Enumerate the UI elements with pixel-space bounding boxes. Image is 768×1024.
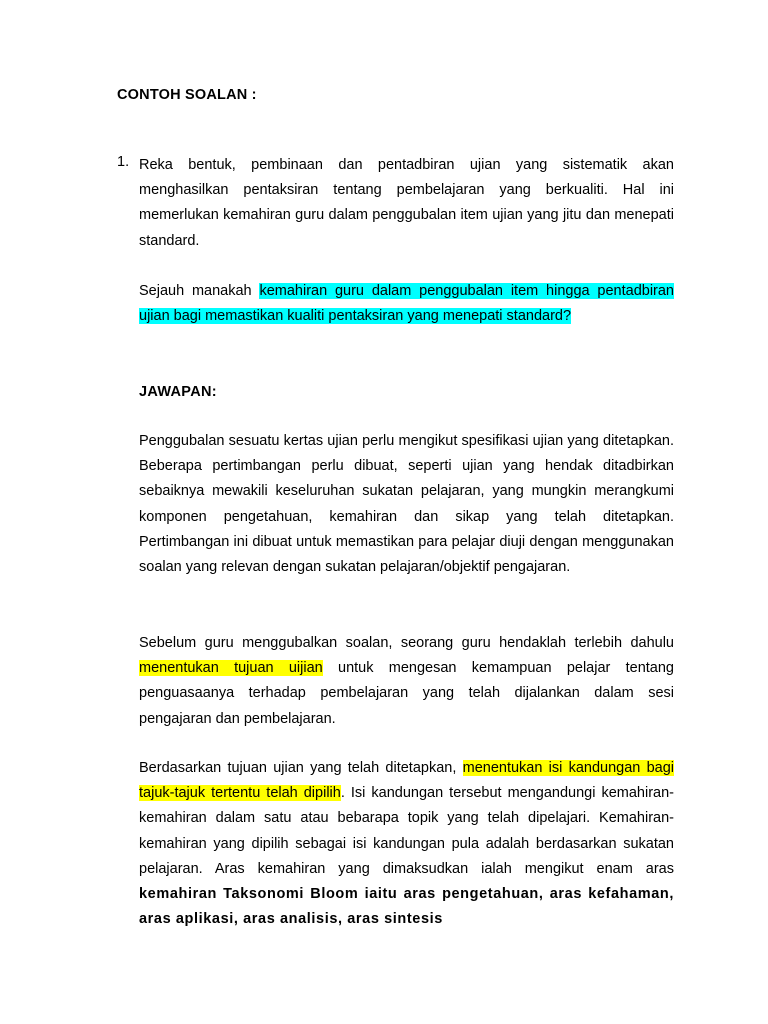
question-text: Reka bentuk, pembinaan dan pentadbiran ujian yang sistematik akan menghasilkan pentaksiran tentang pembelajaran yang berkualiti. Hal ini memerlukan kemahiran guru dalam penggubalan item ujian yang jitu dan menepati standard. (139, 157, 674, 249)
paragraph-3-text-b: . Isi kandungan tersebut mengandungi kemahiran-kemahiran dalam satu atau bebarapa topik yang telah dipelajari. Kemahiran-kemahiran yang dipilih sebagai isi kandungan pula adalah berdasarkan sukatan pelajaran. Aras kemahiran yang dimaksudkan ialah mengikut enam aras (139, 785, 674, 877)
answer-paragraph-2 (139, 631, 674, 732)
paragraph-3-text-a: Berdasarkan tujuan ujian yang telah ditetapkan, (139, 760, 463, 776)
question-number: 1. (117, 154, 130, 170)
question-prompt-highlight: kemahiran guru dalam penggubalan item hingga pentadbiran ujian bagi memastikan kualiti pentaksiran yang menepati standard? (139, 283, 674, 325)
paragraph-3-bold: kemahiran Taksonomi Bloom iaitu aras pengetahuan, aras kefahaman, aras aplikasi, aras analisis, aras sintesis (139, 886, 674, 928)
paragraph-2-text-a: Sebelum guru menggubalkan soalan, seorang guru hendaklah terlebih dahulu (139, 635, 674, 651)
answer-paragraph-3 (139, 756, 674, 932)
answer-paragraph-1: Penggubalan sesuatu kertas ujian perlu mengikut spesifikasi ujian yang ditetapkan. Beberapa pertimbangan perlu dibuat, seperti ujian yang hendak ditadbirkan sebaiknya mewakili keseluruhan sukatan pelajaran, yang mungkin merangkumi komponen pengetahuan, kemahiran dan sikap yang telah ditetapkan. Pertimbangan ini dibuat untuk memastikan para pelajar diuji dengan menggunakan soalan yang relevan dengan sukatan pelajaran/objektif pengajaran. (139, 433, 674, 576)
answer-label: JAWAPAN: (139, 384, 217, 400)
question-prompt-plain: Sejauh manakah (139, 283, 260, 299)
paragraph-3-highlight: menentukan isi kandungan bagi tajuk-tajuk tertentu telah dipilih (139, 760, 674, 802)
paragraph-2-highlight: menentukan tujuan uijian (139, 660, 323, 677)
paragraph-2-text-b: untuk mengesan kemampuan pelajar tentang penguasaanya terhadap pembelajaran yang telah dijalankan dalam sesi pengajaran dan pembelajaran. (139, 660, 675, 727)
question-prompt (139, 279, 674, 329)
page-heading: CONTOH SOALAN : (117, 87, 257, 103)
